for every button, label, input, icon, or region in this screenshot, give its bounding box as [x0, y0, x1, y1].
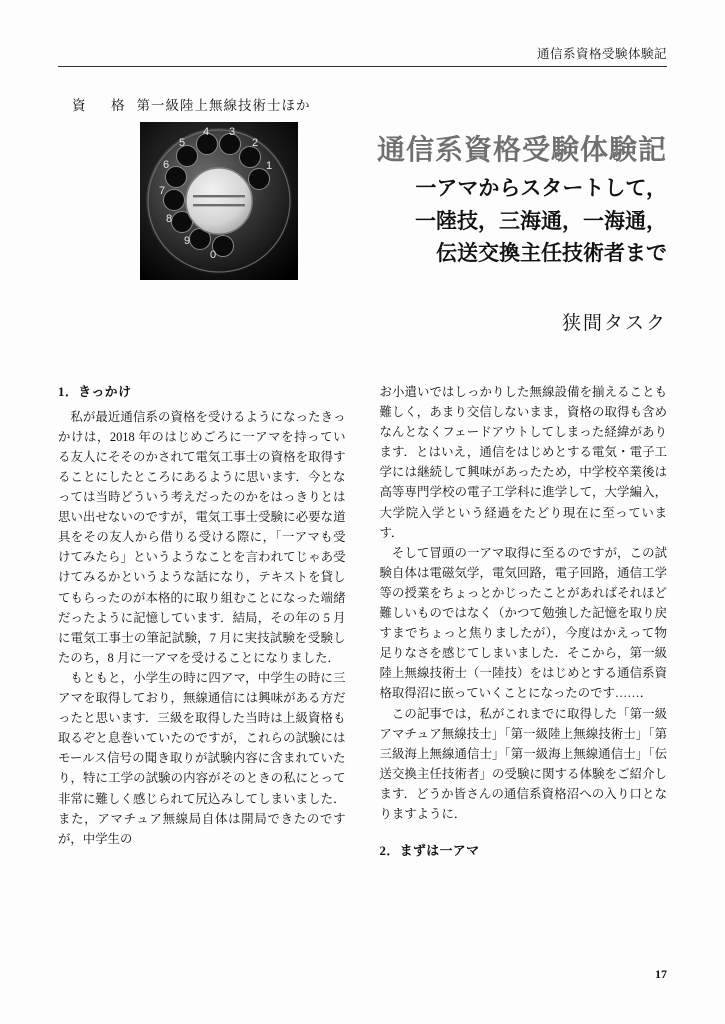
rotary-dial-illustration: [140, 122, 298, 280]
paragraph: もともと，小学生の時に四アマ，中学生の時に三アマを取得しており，無線通信には興味がある方だったと思います．三級を取得した当時は上級資格も取るぞと息巻いていたのですが，これらの試験にはモールス信号の聞き取りが試験内容に含まれていたり，特に工学の試験の内容がそのときの私にとって非常に難しく感じられて尻込みしてしまいました．また，アマチュア無線局自体は開局できたのですが，中学生の: [58, 670, 346, 846]
qualification-value: 第一級陸上無線技術士ほか: [136, 98, 311, 113]
section-heading-1: 1．きっかけ: [58, 385, 132, 399]
left-column: [58, 382, 346, 952]
subtitle-line-1: 一アマからスタートして，: [415, 176, 667, 200]
svg-text:1: 1: [265, 160, 273, 172]
svg-text:5: 5: [178, 137, 186, 149]
subtitle-line-3: 伝送交換主任技術者まで: [436, 241, 667, 266]
page-number: 17: [655, 967, 667, 981]
svg-text:6: 6: [162, 159, 170, 171]
svg-text:8: 8: [165, 213, 173, 225]
svg-text:4: 4: [202, 126, 210, 138]
svg-text:0: 0: [209, 249, 217, 261]
svg-text:2: 2: [251, 137, 259, 149]
body-columns: [58, 382, 667, 952]
paragraph: この記事では，私がこれまでに取得した「第一級アマチュア無線技士」「第一級陸上無線技術士」「第三級海上無線通信士」「第一級海上無線通信士」「伝送交換主任技術者」の受験に関する体験をご紹介します．どうか皆さんの通信系資格沼への入り口となりますように．: [379, 706, 667, 821]
header-divider: [58, 66, 667, 67]
paragraph: お小遣いではしっかりした無線設備を揃えることも難しく，あまり交信しないまま，資格の取得も含めなんとなくフェードアウトしてしまった経緯があります．とはいえ，通信をはじめとする電気・電子工学には継続して興味があったため，中学校卒業後は高等専門学校の電子工学科に進学して，大学編入，大学院入学という経過をたどり現在に至っています．: [379, 385, 667, 540]
right-column: [380, 382, 668, 952]
svg-text:7: 7: [158, 185, 166, 197]
svg-text:9: 9: [183, 235, 191, 247]
qualification-label: 資 格: [72, 98, 131, 113]
article-subtitle: [415, 172, 667, 270]
subtitle-line-2: 一陸技，三海通，一海通，: [415, 208, 667, 233]
article-title: 通信系資格受験体験記: [376, 135, 667, 166]
qualification-line: [72, 94, 311, 114]
section-heading-2: 2．まずは一アマ: [379, 844, 480, 859]
author-name: 狭間タスク: [561, 313, 667, 334]
rotary-dial-photo: [140, 122, 298, 280]
paragraph: 私が最近通信系の資格を受けるようになったきっかけは，2018 年のはじめごろに一アマを持っている友人にそそのかされて電気工事士の資格を取得することにしたところにあるように思います．今となっては当時どういう考えだったのかをはっきりとは思い出せないのですが，電気工事士受験に必要な道具をその友人から借りる受ける際に，「一アマも受けてみたら」というようなことを言われてじゃあ受けてみるかというような話になり，テキストを貸してもらったのが本格的に取り組むことになった端緒だったように記憶しています．結局，その年の 5 月に電気工事士の筆記試験，7 月に実技試験を受験したのち，8 月に一アマを受けることになりました．: [58, 409, 346, 665]
paragraph: そして冒頭の一アマ取得に至るのですが，この試験自体は電磁気学，電気回路，電子回路，通信工学等の授業をちょっとかじったことがあればそれほど難しいものではなく（かつて勉強した記憶を取り戻すまでちょっと焦りましたが），今度はかえって物足りなさを感じてしまいました．そこから，第一級陸上無線技術士（一陸技）をはじめとする通信系資格取得沼に嵌っていくことになったのです……．: [379, 545, 667, 701]
running-head: 通信系資格受験体験記: [536, 47, 667, 61]
svg-text:3: 3: [228, 126, 236, 138]
